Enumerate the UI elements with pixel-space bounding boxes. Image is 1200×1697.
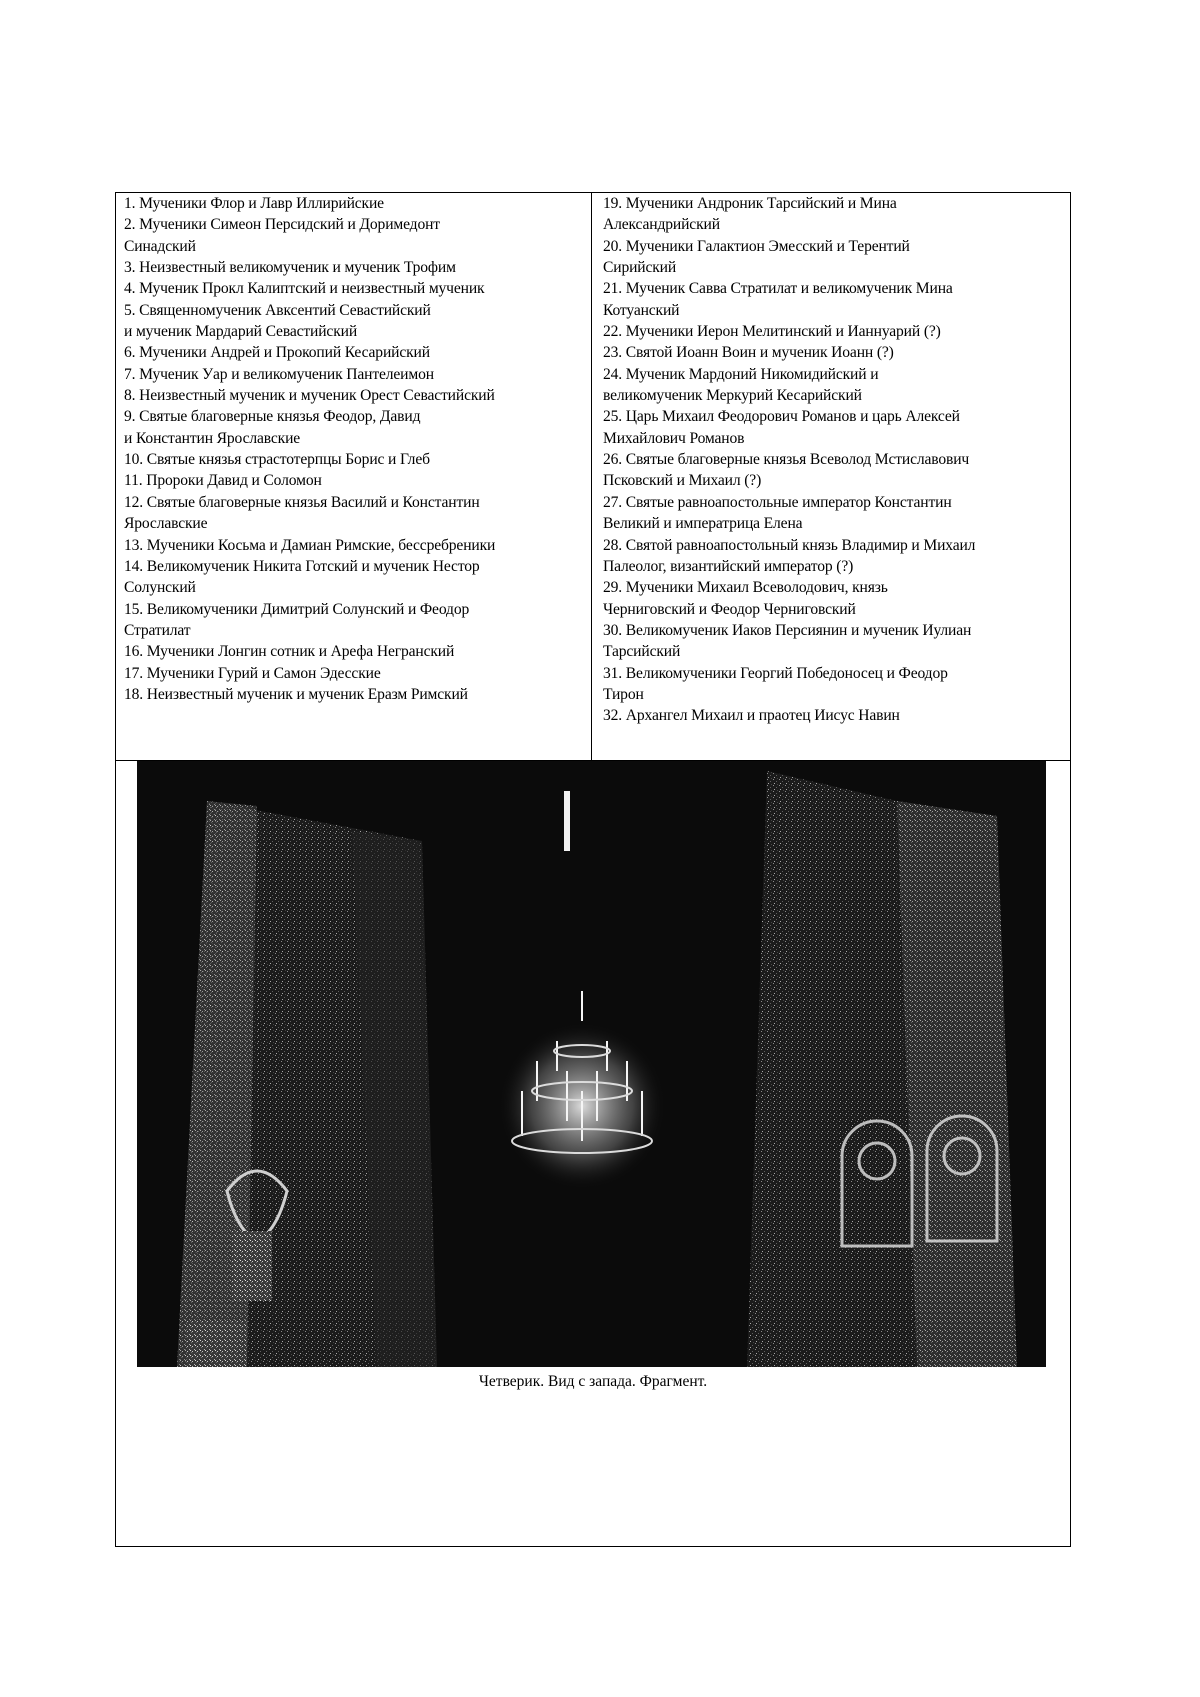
list-item: 17. Мученики Гурий и Самон Эдесские [124, 664, 381, 682]
list-item: 11. Пророки Давид и Соломон [124, 472, 322, 490]
church-interior-photo [137, 761, 1046, 1367]
list-item: 27. Святые равноапостольные император Константин Великий и императрица Елена [603, 493, 952, 533]
left-column [116, 193, 592, 760]
list-item: 3. Неизвестный великомученик и мученик Трофим [124, 259, 456, 277]
list-item: 29. Мученики Михаил Всеволодович, князь Черниговский и Феодор Черниговский [603, 579, 888, 618]
list-item: 23. Святой Иоанн Воин и мученик Иоанн (?) [603, 344, 894, 362]
list-item: 20. Мученики Галактион Эмесский и Терентий Сирийский [603, 237, 910, 277]
saints-list-table [116, 193, 1070, 761]
document-frame [115, 192, 1071, 1547]
list-item: 26. Святые благоверные князья Всеволод Мстиславович Псковский и Михаил (?) [603, 451, 970, 490]
list-item: 9. Святые благоверные князья Феодор, Давид и Константин Ярославские [124, 408, 421, 447]
list-item: 10. Святые князья страстотерпцы Борис и Глеб [124, 451, 430, 469]
right-column [592, 193, 1070, 760]
interior-photo-drawing [137, 761, 1046, 1367]
list-item: 31. Великомученики Георгий Победоносец и Феодор Тирон [603, 664, 948, 703]
list-item: 14. Великомученик Никита Готский и мученик Нестор Солунский [124, 557, 480, 597]
list-item: 22. Мученики Иерон Мелитинский и Ианнуарий (?) [603, 323, 941, 341]
list-item: 4. Мученик Прокл Калиптский и неизвестный мученик [124, 280, 485, 298]
list-item: 18. Неизвестный мученик и мученик Еразм Римский [124, 685, 468, 703]
list-item: 2. Мученики Симеон Персидский и Доримедонт Синадский [124, 216, 440, 255]
list-item: 13. Мученики Косьма и Дамиан Римские, бессребреники [124, 536, 496, 554]
list-item: 32. Архангел Михаил и праотец Иисус Навин [603, 707, 900, 725]
list-item: 6. Мученики Андрей и Прокопий Кесарийский [124, 344, 430, 362]
list-item: 30. Великомученик Иаков Персиянин и мученик Иулиан Тарсийский [603, 621, 972, 661]
photo-caption: Четверик. Вид с запада. Фрагмент. [478, 1373, 708, 1390]
list-item: 25. Царь Михаил Феодорович Романов и царь Алексей Михайлович Романов [603, 408, 960, 447]
list-item: 19. Мученики Андроник Тарсийский и Мина Александрийский [603, 195, 897, 234]
list-item: 15. Великомученики Димитрий Солунский и Феодор Стратилат [124, 600, 470, 639]
list-item: 21. Мученик Савва Стратилат и великомученик Мина Котуанский [603, 280, 953, 319]
list-item: 8. Неизвестный мученик и мученик Орест Севастийский [124, 387, 495, 405]
list-item: 5. Священномученик Авксентий Севастийский и мученик Мардарий Севастийский [124, 301, 431, 341]
list-item: 16. Мученики Лонгин сотник и Арефа Негранский [124, 643, 455, 661]
list-item: 28. Святой равноапостольный князь Владимир и Михаил Палеолог, византийский император (?) [603, 536, 976, 575]
list-item: 7. Мученик Уар и великомученик Пантелеимон [124, 365, 434, 383]
list-item: 24. Мученик Мардоний Никомидийский и великомученик Меркурий Кесарийский [603, 365, 879, 405]
list-item: 12. Святые благоверные князья Василий и Константин Ярославские [124, 493, 480, 533]
list-item: 1. Мученики Флор и Лавр Иллирийские [124, 195, 384, 212]
